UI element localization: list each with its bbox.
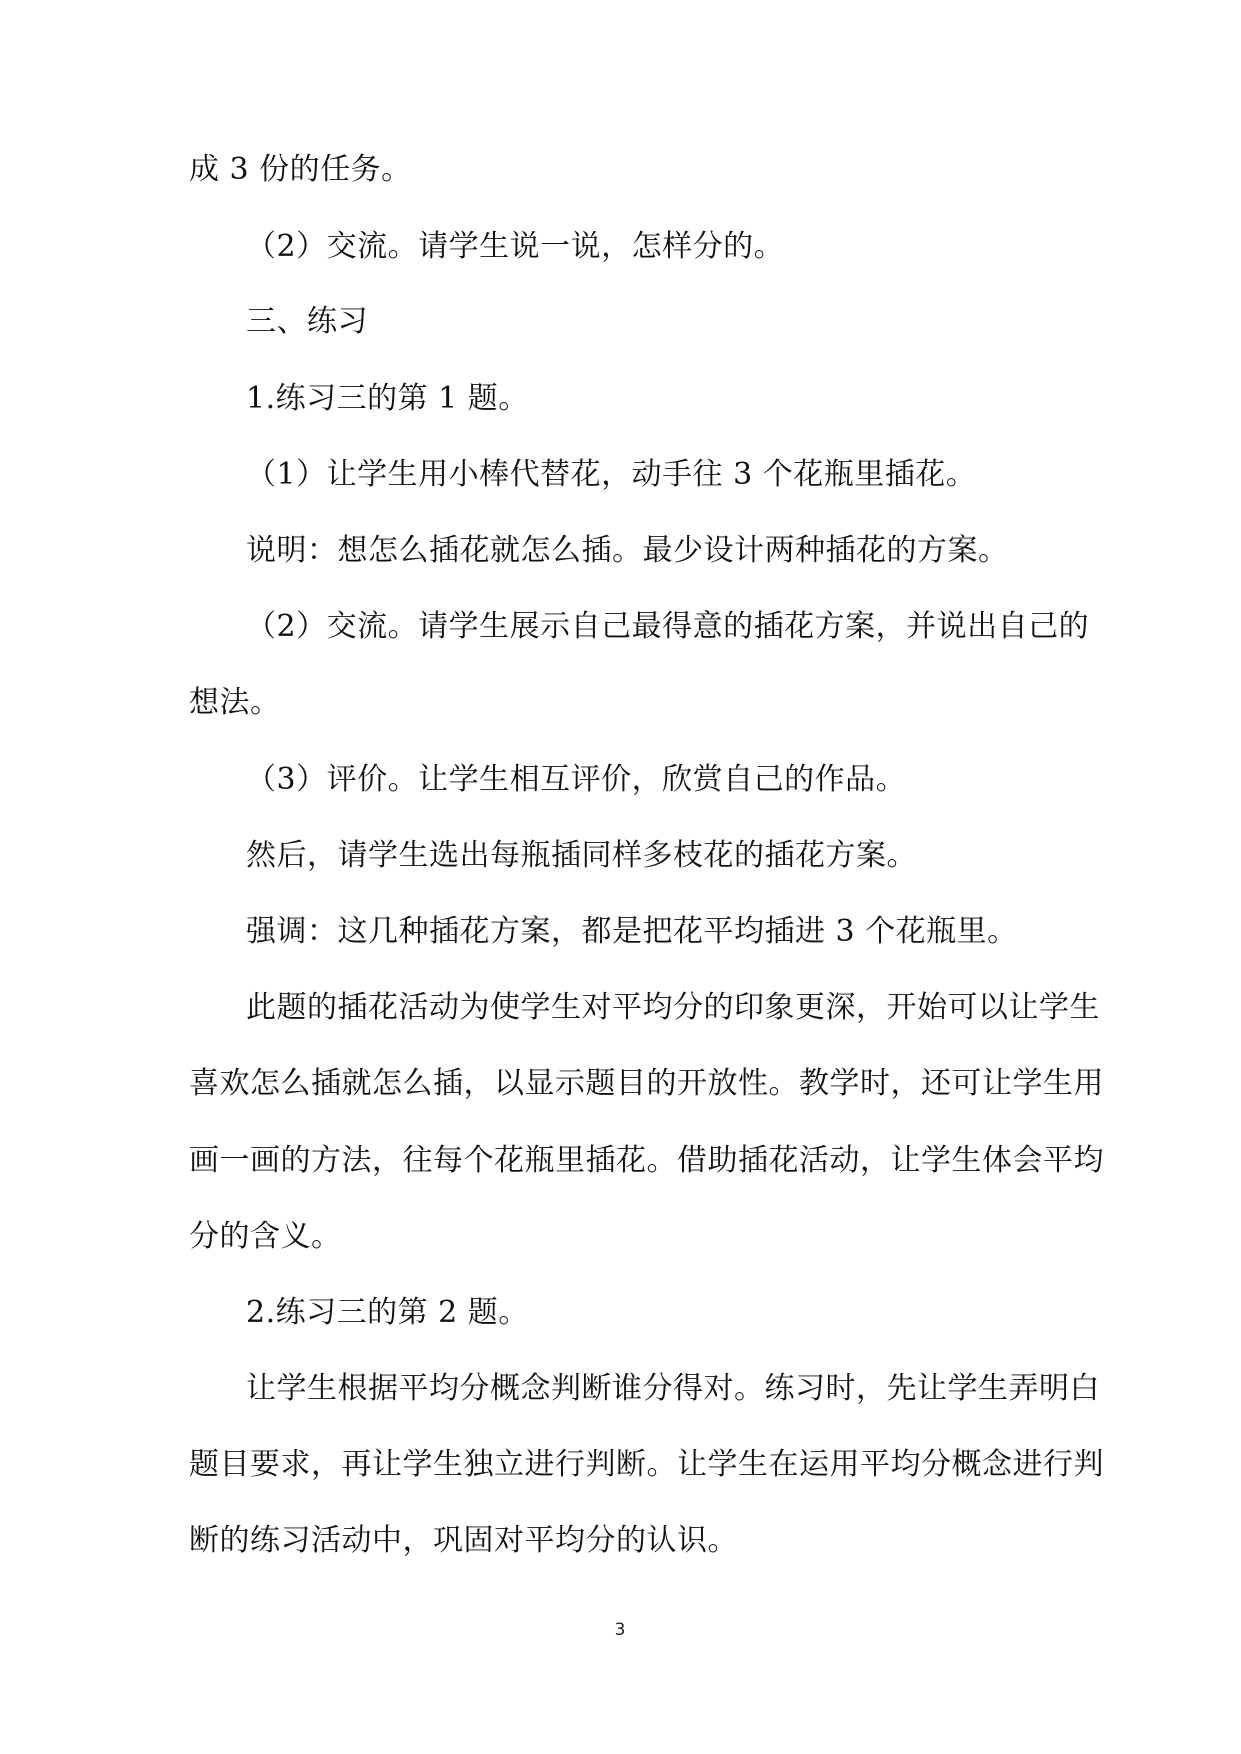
text-line: 成 3 份的任务。 xyxy=(189,152,412,187)
text-line: （3）评价。让学生相互评价，欣赏自己的作品。 xyxy=(246,762,907,797)
text-line: （2）交流。请学生说一说，怎样分的。 xyxy=(246,229,785,264)
text-line: 想法。 xyxy=(189,685,281,720)
text-line: 说明：想怎么插花就怎么插。最少设计两种插花的方案。 xyxy=(246,533,1009,568)
text-line: 喜欢怎么插就怎么插，以显示题目的开放性。教学时，还可让学生用 xyxy=(189,1066,1104,1101)
text-line: 题目要求，再让学生独立进行判断。让学生在运用平均分概念进行判 xyxy=(189,1447,1104,1482)
text-line: 此题的插花活动为使学生对平均分的印象更深，开始可以让学生 xyxy=(246,990,1100,1025)
text-line: 强调：这几种插花方案，都是把花平均插进 3 个花瓶里。 xyxy=(246,914,1018,949)
text-line: 画一画的方法，往每个花瓶里插花。借助插花活动，让学生体会平均 xyxy=(189,1143,1104,1178)
text-line: （1）让学生用小棒代替花，动手往 3 个花瓶里插花。 xyxy=(246,457,977,492)
text-line: 分的含义。 xyxy=(189,1219,342,1254)
text-line: 让学生根据平均分概念判断谁分得对。练习时，先让学生弄明白 xyxy=(246,1371,1100,1406)
text-line: 断的练习活动中，巩固对平均分的认识。 xyxy=(189,1523,738,1558)
exercise-heading: 1.练习三的第 1 题。 xyxy=(246,381,529,416)
text-line: 然后，请学生选出每瓶插同样多枝花的插花方案。 xyxy=(246,838,917,873)
section-heading: 三、练习 xyxy=(246,304,368,339)
page-number: 3 xyxy=(614,1620,626,1640)
text-line: （2）交流。请学生展示自己最得意的插花方案，并说出自己的 xyxy=(246,609,1090,644)
exercise-heading: 2.练习三的第 2 题。 xyxy=(246,1295,529,1330)
